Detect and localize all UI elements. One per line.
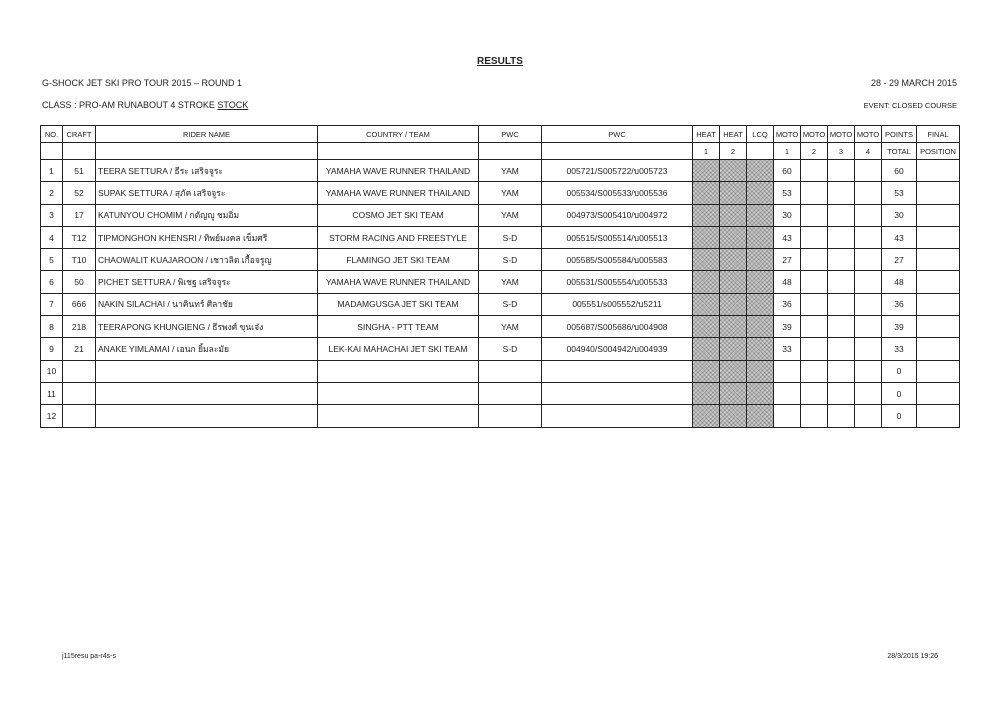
cell-moto-1: 48 bbox=[774, 271, 801, 293]
cell-lcq bbox=[747, 382, 774, 404]
cell-final-position bbox=[917, 360, 960, 382]
cell-no: 12 bbox=[41, 405, 63, 427]
cell-pwc-number: 004973/S005410/บ004972 bbox=[542, 204, 693, 226]
table-row bbox=[41, 360, 960, 382]
col-subheader-craft bbox=[63, 143, 96, 160]
cell-rider-name: CHAOWALIT KUAJAROON / เชาวลิต เกื้อจรูญ bbox=[96, 249, 318, 271]
table-row bbox=[41, 316, 960, 338]
col-header-craft: CRAFT bbox=[63, 126, 96, 143]
cell-moto-3 bbox=[828, 249, 855, 271]
cell-no: 9 bbox=[41, 338, 63, 360]
cell-moto-2 bbox=[801, 338, 828, 360]
table-row bbox=[41, 204, 960, 226]
cell-points-total: 0 bbox=[882, 360, 917, 382]
cell-rider-name: PICHET SETTURA / พิเชฐ เสริจจูระ bbox=[96, 271, 318, 293]
cell-no: 3 bbox=[41, 204, 63, 226]
table-row bbox=[41, 338, 960, 360]
cell-moto-1: 33 bbox=[774, 338, 801, 360]
cell-pwc-number bbox=[542, 405, 693, 427]
cell-heat-2 bbox=[720, 160, 747, 182]
cell-final-position bbox=[917, 182, 960, 204]
cell-heat-2 bbox=[720, 338, 747, 360]
cell-pwc: S-D bbox=[479, 338, 542, 360]
cell-no: 8 bbox=[41, 316, 63, 338]
cell-craft: 17 bbox=[63, 204, 96, 226]
cell-rider-name: TIPMONGHON KHENSRI / ทิพย์มงคล เข็มศรี bbox=[96, 226, 318, 248]
cell-heat-1 bbox=[693, 405, 720, 427]
footer-file-ref: j115resu pa-r4s-s bbox=[62, 653, 116, 660]
cell-craft: 666 bbox=[63, 293, 96, 315]
cell-no: 6 bbox=[41, 271, 63, 293]
cell-rider-name bbox=[96, 382, 318, 404]
cell-moto-2 bbox=[801, 226, 828, 248]
cell-craft bbox=[63, 382, 96, 404]
cell-rider-name: NAKIN SILACHAI / นาคินทร์ ศิลาชัย bbox=[96, 293, 318, 315]
cell-moto-4 bbox=[855, 160, 882, 182]
cell-heat-2 bbox=[720, 405, 747, 427]
cell-heat-1 bbox=[693, 338, 720, 360]
col-header-final: FINAL bbox=[917, 126, 960, 143]
cell-points-total: 33 bbox=[882, 338, 917, 360]
cell-no: 10 bbox=[41, 360, 63, 382]
col-header-heat-1: HEAT bbox=[693, 126, 720, 143]
cell-moto-1: 39 bbox=[774, 316, 801, 338]
cell-no: 4 bbox=[41, 226, 63, 248]
cell-moto-4 bbox=[855, 405, 882, 427]
col-subheader-moto-2: 2 bbox=[801, 143, 828, 160]
cell-rider-name: SUPAK SETTURA / สุภัค เสริจจูระ bbox=[96, 182, 318, 204]
table-row bbox=[41, 226, 960, 248]
cell-pwc-number bbox=[542, 382, 693, 404]
cell-final-position bbox=[917, 316, 960, 338]
cell-country-team: MADAMGUSGA JET SKI TEAM bbox=[318, 293, 479, 315]
cell-country-team: STORM RACING AND FREESTYLE bbox=[318, 226, 479, 248]
cell-pwc-number bbox=[542, 360, 693, 382]
cell-moto-1: 43 bbox=[774, 226, 801, 248]
cell-lcq bbox=[747, 249, 774, 271]
cell-no: 5 bbox=[41, 249, 63, 271]
table-row bbox=[41, 160, 960, 182]
col-header-heat-2: HEAT bbox=[720, 126, 747, 143]
cell-craft bbox=[63, 360, 96, 382]
cell-points-total: 27 bbox=[882, 249, 917, 271]
col-subheader-moto-3: 3 bbox=[828, 143, 855, 160]
cell-heat-1 bbox=[693, 204, 720, 226]
cell-pwc: YAM bbox=[479, 160, 542, 182]
cell-points-total: 36 bbox=[882, 293, 917, 315]
cell-country-team: SINGHA - PTT TEAM bbox=[318, 316, 479, 338]
cell-moto-2 bbox=[801, 360, 828, 382]
cell-pwc-number: 005721/S005722/บ005723 bbox=[542, 160, 693, 182]
cell-moto-1: 53 bbox=[774, 182, 801, 204]
cell-craft: 50 bbox=[63, 271, 96, 293]
table-row bbox=[41, 249, 960, 271]
cell-lcq bbox=[747, 405, 774, 427]
event-date: 28 - 29 MARCH 2015 bbox=[870, 78, 957, 88]
cell-moto-4 bbox=[855, 182, 882, 204]
cell-heat-2 bbox=[720, 182, 747, 204]
cell-heat-1 bbox=[693, 226, 720, 248]
cell-final-position bbox=[917, 160, 960, 182]
cell-craft bbox=[63, 405, 96, 427]
cell-heat-2 bbox=[720, 316, 747, 338]
cell-heat-2 bbox=[720, 271, 747, 293]
cell-heat-1 bbox=[693, 160, 720, 182]
header-row-bottom bbox=[41, 143, 960, 160]
cell-heat-1 bbox=[693, 316, 720, 338]
header-row-top bbox=[41, 126, 960, 143]
cell-pwc-number: 005534/S005533/บ005536 bbox=[542, 182, 693, 204]
cell-pwc: YAM bbox=[479, 316, 542, 338]
col-header-country-team: COUNTRY / TEAM bbox=[318, 126, 479, 143]
col-header-lcq: LCQ bbox=[747, 126, 774, 143]
cell-heat-2 bbox=[720, 382, 747, 404]
cell-final-position bbox=[917, 293, 960, 315]
cell-rider-name: ANAKE YIMLAMAI / เอนก ยิ้มละมัย bbox=[96, 338, 318, 360]
cell-moto-3 bbox=[828, 360, 855, 382]
cell-final-position bbox=[917, 405, 960, 427]
cell-heat-1 bbox=[693, 182, 720, 204]
cell-moto-1 bbox=[774, 382, 801, 404]
cell-lcq bbox=[747, 338, 774, 360]
cell-rider-name bbox=[96, 405, 318, 427]
col-subheader-lcq bbox=[747, 143, 774, 160]
cell-moto-1: 27 bbox=[774, 249, 801, 271]
cell-heat-2 bbox=[720, 204, 747, 226]
cell-moto-3 bbox=[828, 182, 855, 204]
cell-heat-2 bbox=[720, 293, 747, 315]
cell-rider-name bbox=[96, 360, 318, 382]
cell-heat-2 bbox=[720, 360, 747, 382]
cell-moto-4 bbox=[855, 226, 882, 248]
cell-lcq bbox=[747, 271, 774, 293]
cell-moto-3 bbox=[828, 316, 855, 338]
col-header-moto-1: MOTO bbox=[774, 126, 801, 143]
col-subheader-heat-1: 1 bbox=[693, 143, 720, 160]
class-line bbox=[42, 100, 248, 110]
cell-moto-2 bbox=[801, 160, 828, 182]
cell-heat-2 bbox=[720, 226, 747, 248]
cell-no: 7 bbox=[41, 293, 63, 315]
col-subheader-country-team bbox=[318, 143, 479, 160]
cell-moto-3 bbox=[828, 293, 855, 315]
cell-lcq bbox=[747, 360, 774, 382]
cell-craft: T10 bbox=[63, 249, 96, 271]
cell-heat-1 bbox=[693, 382, 720, 404]
cell-moto-3 bbox=[828, 204, 855, 226]
col-header-pwc: PWC bbox=[479, 126, 542, 143]
cell-country-team: COSMO JET SKI TEAM bbox=[318, 204, 479, 226]
footer-print-timestamp: 28/3/2015 19:26 bbox=[887, 653, 938, 660]
cell-moto-2 bbox=[801, 293, 828, 315]
table-row bbox=[41, 271, 960, 293]
col-header-points: POINTS bbox=[882, 126, 917, 143]
cell-lcq bbox=[747, 182, 774, 204]
col-subheader-heat-2: 2 bbox=[720, 143, 747, 160]
class-prefix: CLASS : PRO-AM RUNABOUT 4 STROKE bbox=[42, 100, 215, 110]
cell-moto-2 bbox=[801, 182, 828, 204]
col-subheader-pwc bbox=[479, 143, 542, 160]
cell-final-position bbox=[917, 338, 960, 360]
cell-moto-2 bbox=[801, 405, 828, 427]
cell-moto-2 bbox=[801, 271, 828, 293]
col-subheader-pwc-number bbox=[542, 143, 693, 160]
table-row bbox=[41, 382, 960, 404]
cell-final-position bbox=[917, 226, 960, 248]
cell-pwc-number: 005531/S005554/บ005533 bbox=[542, 271, 693, 293]
cell-craft: 218 bbox=[63, 316, 96, 338]
cell-craft: 21 bbox=[63, 338, 96, 360]
cell-moto-1 bbox=[774, 360, 801, 382]
cell-pwc bbox=[479, 405, 542, 427]
cell-moto-3 bbox=[828, 405, 855, 427]
cell-pwc-number: 005585/S005584/บ005583 bbox=[542, 249, 693, 271]
cell-moto-1: 30 bbox=[774, 204, 801, 226]
cell-heat-1 bbox=[693, 293, 720, 315]
col-subheader-final-position: POSITION bbox=[917, 143, 960, 160]
event-type: EVENT: CLOSED COURSE bbox=[863, 101, 957, 110]
event-name: G-SHOCK JET SKI PRO TOUR 2015 – ROUND 1 bbox=[42, 78, 243, 88]
cell-moto-4 bbox=[855, 204, 882, 226]
cell-points-total: 43 bbox=[882, 226, 917, 248]
cell-pwc bbox=[479, 360, 542, 382]
cell-final-position bbox=[917, 249, 960, 271]
cell-moto-3 bbox=[828, 382, 855, 404]
cell-country-team: LEK-KAI MAHACHAI JET SKI TEAM bbox=[318, 338, 479, 360]
cell-pwc-number: 005515/S005514/บ005513 bbox=[542, 226, 693, 248]
cell-moto-4 bbox=[855, 382, 882, 404]
cell-moto-4 bbox=[855, 249, 882, 271]
cell-country-team: YAMAHA WAVE RUNNER THAILAND bbox=[318, 182, 479, 204]
results-body bbox=[41, 160, 960, 428]
cell-final-position bbox=[917, 271, 960, 293]
cell-moto-4 bbox=[855, 316, 882, 338]
cell-heat-1 bbox=[693, 360, 720, 382]
cell-country-team: YAMAHA WAVE RUNNER THAILAND bbox=[318, 271, 479, 293]
cell-craft: 51 bbox=[63, 160, 96, 182]
cell-points-total: 39 bbox=[882, 316, 917, 338]
results-table bbox=[40, 125, 960, 428]
cell-country-team bbox=[318, 382, 479, 404]
cell-lcq bbox=[747, 293, 774, 315]
cell-moto-2 bbox=[801, 249, 828, 271]
cell-pwc: S-D bbox=[479, 249, 542, 271]
cell-points-total: 60 bbox=[882, 160, 917, 182]
col-subheader-moto-1: 1 bbox=[774, 143, 801, 160]
cell-rider-name: TEERAPONG KHUNGIENG / ธีรพงศ์ ขุนเจ๋ง bbox=[96, 316, 318, 338]
col-subheader-points-total: TOTAL bbox=[882, 143, 917, 160]
cell-pwc: YAM bbox=[479, 182, 542, 204]
table-row bbox=[41, 293, 960, 315]
cell-moto-4 bbox=[855, 271, 882, 293]
cell-country-team: FLAMINGO JET SKI TEAM bbox=[318, 249, 479, 271]
cell-country-team bbox=[318, 405, 479, 427]
cell-points-total: 53 bbox=[882, 182, 917, 204]
cell-moto-4 bbox=[855, 338, 882, 360]
cell-final-position bbox=[917, 382, 960, 404]
cell-heat-1 bbox=[693, 249, 720, 271]
cell-country-team: YAMAHA WAVE RUNNER THAILAND bbox=[318, 160, 479, 182]
cell-no: 11 bbox=[41, 382, 63, 404]
cell-moto-3 bbox=[828, 271, 855, 293]
cell-no: 2 bbox=[41, 182, 63, 204]
col-subheader-rider-name bbox=[96, 143, 318, 160]
page-title: RESULTS bbox=[477, 56, 523, 67]
cell-pwc-number: 005551/s005552/บ5211 bbox=[542, 293, 693, 315]
cell-craft: 52 bbox=[63, 182, 96, 204]
cell-moto-2 bbox=[801, 382, 828, 404]
cell-country-team bbox=[318, 360, 479, 382]
cell-moto-3 bbox=[828, 160, 855, 182]
cell-pwc-number: 004940/S004942/บ004939 bbox=[542, 338, 693, 360]
cell-moto-2 bbox=[801, 316, 828, 338]
cell-points-total: 0 bbox=[882, 405, 917, 427]
cell-moto-1 bbox=[774, 405, 801, 427]
col-subheader-moto-4: 4 bbox=[855, 143, 882, 160]
cell-moto-1: 60 bbox=[774, 160, 801, 182]
cell-points-total: 30 bbox=[882, 204, 917, 226]
cell-moto-4 bbox=[855, 360, 882, 382]
cell-rider-name: KATUNYOU CHOMIM / กตัญญู ชมอิ่ม bbox=[96, 204, 318, 226]
col-header-moto-4: MOTO bbox=[855, 126, 882, 143]
cell-heat-2 bbox=[720, 249, 747, 271]
cell-pwc-number: 005687/S005686/บ004908 bbox=[542, 316, 693, 338]
table-row bbox=[41, 405, 960, 427]
cell-final-position bbox=[917, 204, 960, 226]
cell-heat-1 bbox=[693, 271, 720, 293]
cell-pwc: S-D bbox=[479, 226, 542, 248]
cell-moto-4 bbox=[855, 293, 882, 315]
cell-points-total: 0 bbox=[882, 382, 917, 404]
cell-rider-name: TEERA SETTURA / ธีระ เสริจจูระ bbox=[96, 160, 318, 182]
cell-moto-3 bbox=[828, 226, 855, 248]
cell-points-total: 48 bbox=[882, 271, 917, 293]
col-subheader-no bbox=[41, 143, 63, 160]
table-row bbox=[41, 182, 960, 204]
col-header-moto-2: MOTO bbox=[801, 126, 828, 143]
col-header-no: NO. bbox=[41, 126, 63, 143]
cell-pwc bbox=[479, 382, 542, 404]
cell-moto-1: 36 bbox=[774, 293, 801, 315]
cell-pwc: YAM bbox=[479, 204, 542, 226]
cell-lcq bbox=[747, 160, 774, 182]
col-header-rider-name: RIDER NAME bbox=[96, 126, 318, 143]
cell-pwc: YAM bbox=[479, 271, 542, 293]
cell-lcq bbox=[747, 316, 774, 338]
cell-no: 1 bbox=[41, 160, 63, 182]
class-stock: STOCK bbox=[217, 100, 249, 110]
cell-lcq bbox=[747, 204, 774, 226]
cell-craft: T12 bbox=[63, 226, 96, 248]
cell-moto-2 bbox=[801, 204, 828, 226]
cell-moto-3 bbox=[828, 338, 855, 360]
col-header-moto-3: MOTO bbox=[828, 126, 855, 143]
cell-pwc: S-D bbox=[479, 293, 542, 315]
col-header-pwc-number: PWC bbox=[542, 126, 693, 143]
cell-lcq bbox=[747, 226, 774, 248]
